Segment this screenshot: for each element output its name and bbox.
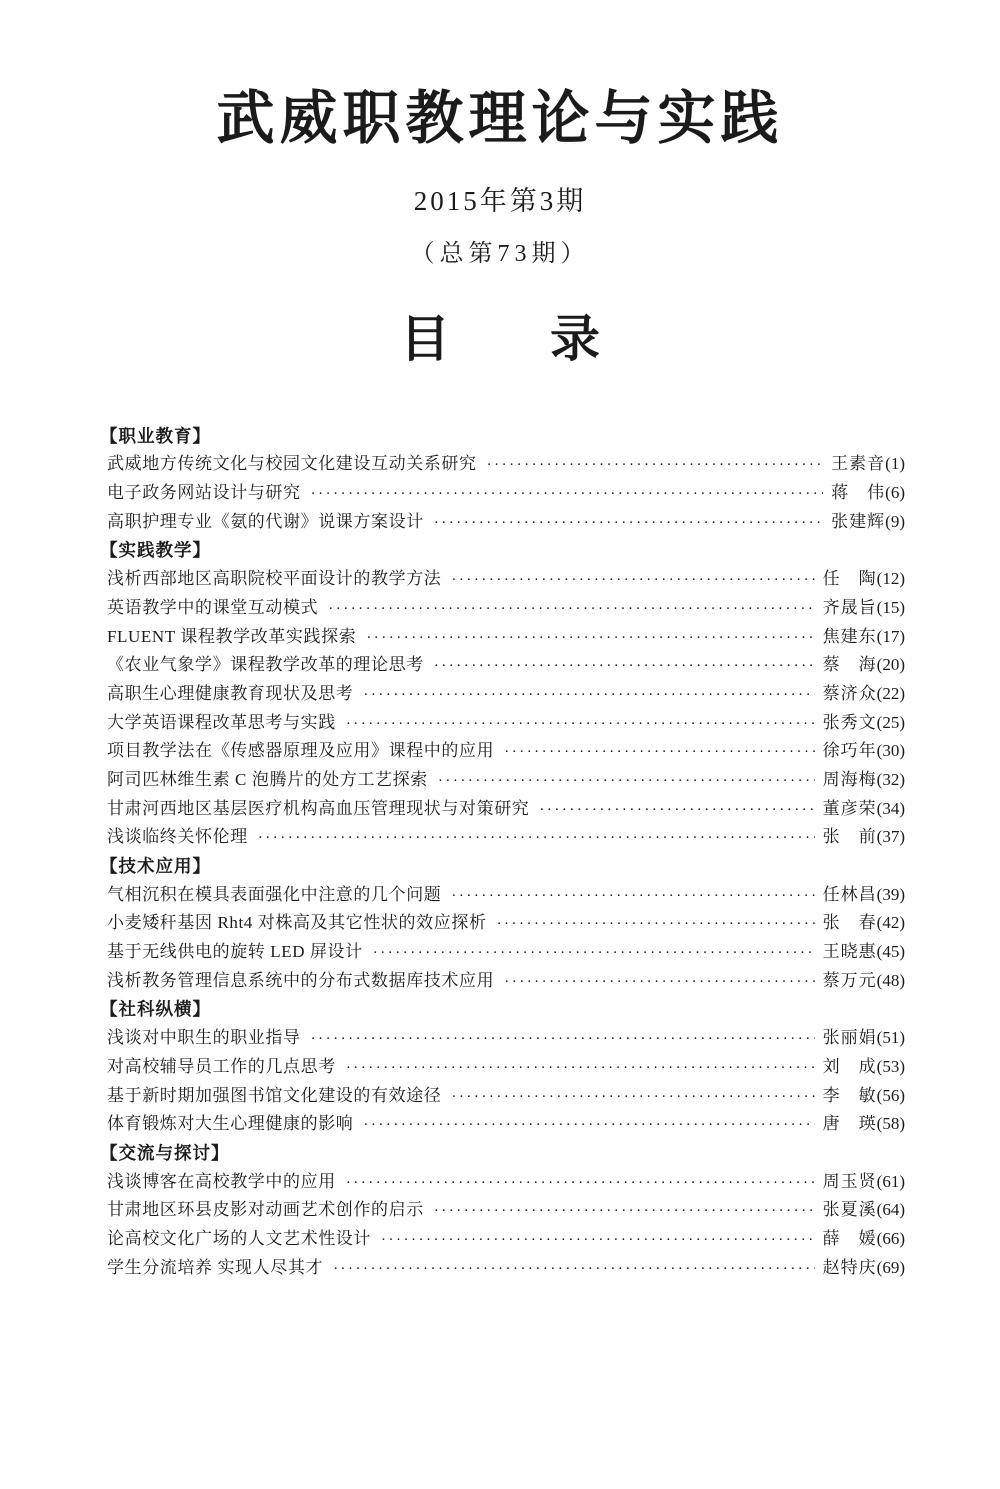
- article-page: (48): [876, 970, 905, 990]
- article-title: 大学英语课程改革思考与实践: [107, 712, 336, 732]
- toc-entry: [100, 1224, 905, 1253]
- article-author: 蔡万元: [822, 970, 877, 990]
- toc-entry: [100, 708, 905, 737]
- section-label: 【技术应用】: [100, 855, 211, 876]
- article-author: 蔡 海: [822, 655, 877, 675]
- dot-leader: [497, 913, 815, 933]
- article-author: 张丽娟: [822, 1028, 877, 1048]
- article-page: (56): [876, 1085, 905, 1105]
- dot-leader: [451, 569, 814, 589]
- dot-leader: [373, 942, 815, 962]
- dot-leader: [346, 1057, 815, 1077]
- dot-leader: [311, 1028, 815, 1048]
- article-title: 英语教学中的课堂互动模式: [107, 597, 319, 617]
- article-title: 浅谈博客在高校教学中的应用: [107, 1171, 336, 1191]
- article-page: (25): [876, 712, 905, 732]
- toc-entry: [100, 1195, 905, 1224]
- toc-entry: [100, 822, 905, 851]
- article-page: (20): [876, 655, 905, 675]
- toc-list: [100, 421, 905, 1282]
- dot-leader: [333, 1258, 815, 1278]
- toc-entry: [100, 1167, 905, 1196]
- dot-leader: [346, 713, 815, 733]
- article-page: (9): [885, 511, 905, 531]
- toc-entry: [100, 679, 905, 708]
- toc-entry: [100, 908, 905, 937]
- article-page: (30): [876, 741, 905, 761]
- article-title: 项目教学法在《传感器原理及应用》课程中的应用: [107, 741, 495, 761]
- article-author: 赵特庆: [822, 1257, 877, 1277]
- article-page: (45): [876, 942, 905, 962]
- dot-leader: [434, 655, 815, 675]
- article-title: 阿司匹林维生素 C 泡腾片的处方工艺探索: [107, 769, 428, 789]
- section-label: 【实践教学】: [100, 540, 211, 561]
- article-author: 张 春: [822, 913, 877, 933]
- article-title: 基于新时期加强图书馆文化建设的有效途径: [107, 1085, 442, 1105]
- article-title: 气相沉积在模具表面强化中注意的几个问题: [107, 884, 442, 904]
- article-author: 齐晟旨: [822, 597, 877, 617]
- dot-leader: [328, 598, 814, 618]
- toc-section: [100, 421, 905, 536]
- dot-leader: [311, 483, 824, 503]
- toc-entry: [100, 794, 905, 823]
- article-author: 王素音: [831, 454, 886, 474]
- article-title: 高职护理专业《氨的代谢》说课方案设计: [107, 511, 424, 531]
- dot-leader: [346, 1172, 815, 1192]
- toc-entry: [100, 765, 905, 794]
- article-author: 张建辉: [831, 511, 886, 531]
- article-page: (64): [876, 1200, 905, 1220]
- dot-leader: [539, 799, 814, 819]
- article-title: 论高校文化广场的人文艺术性设计: [107, 1228, 371, 1248]
- dot-leader: [504, 741, 814, 761]
- dot-leader: [434, 512, 823, 532]
- article-author: 蔡济众: [822, 683, 877, 703]
- dot-leader: [487, 454, 824, 474]
- article-author: 任林昌: [822, 884, 877, 904]
- article-page: (32): [876, 769, 905, 789]
- article-author: 张 前: [822, 827, 877, 847]
- article-page: (22): [876, 683, 905, 703]
- article-page: (58): [876, 1114, 905, 1134]
- article-title: 甘肃地区环县皮影对动画艺术创作的启示: [107, 1200, 424, 1220]
- volume-line: （总第73期）: [410, 240, 590, 267]
- article-author: 蒋 伟: [831, 483, 886, 503]
- section-label: 【交流与探讨】: [100, 1142, 230, 1163]
- toc-entry: [100, 449, 905, 478]
- article-title: 《农业气象学》课程教学改革的理论思考: [107, 655, 424, 675]
- article-title: 武威地方传统文化与校园文化建设互动关系研究: [107, 454, 477, 474]
- toc-section: [100, 994, 905, 1137]
- article-title: 高职生心理健康教育现状及思考: [107, 683, 354, 703]
- article-page: (61): [876, 1171, 905, 1191]
- article-page: (53): [876, 1056, 905, 1076]
- article-title: FLUENT 课程教学改革实践探索: [107, 626, 357, 646]
- article-page: (37): [876, 827, 905, 847]
- toc-entry: [100, 507, 905, 536]
- article-author: 周玉贤: [822, 1171, 877, 1191]
- section-label: 【社科纵横】: [100, 999, 211, 1020]
- issue-line: 2015年第3期: [413, 185, 587, 216]
- dot-leader: [381, 1229, 815, 1249]
- article-author: 张秀文: [822, 712, 877, 732]
- article-author: 薛 媛: [822, 1228, 877, 1248]
- article-page: (42): [876, 913, 905, 933]
- article-title: 学生分流培养 实现人尽其才: [107, 1257, 324, 1277]
- toc-entry: [100, 650, 905, 679]
- toc-entry: [100, 880, 905, 909]
- article-page: (1): [885, 454, 905, 474]
- dot-leader: [363, 1114, 814, 1134]
- article-page: (12): [876, 569, 905, 589]
- article-author: 焦建东: [822, 626, 877, 646]
- article-title: 对高校辅导员工作的几点思考: [107, 1056, 336, 1076]
- article-title: 浅谈临终关怀伦理: [107, 827, 248, 847]
- toc-entry: [100, 593, 905, 622]
- article-author: 任 陶: [822, 569, 877, 589]
- article-page: (51): [876, 1028, 905, 1048]
- article-page: (17): [876, 626, 905, 646]
- dot-leader: [451, 1086, 814, 1106]
- toc-entry: [100, 966, 905, 995]
- article-page: (69): [876, 1257, 905, 1277]
- toc-title: 目 录: [400, 310, 600, 367]
- article-title: 基于无线供电的旋转 LED 屏设计: [107, 942, 363, 962]
- toc-entry: [100, 622, 905, 651]
- toc-section: [100, 851, 905, 994]
- article-author: 董彦荣: [822, 798, 877, 818]
- toc-entry: [100, 478, 905, 507]
- journal-title: 武威职教理论与实践: [216, 86, 784, 151]
- toc-entry: [100, 564, 905, 593]
- dot-leader: [438, 770, 815, 790]
- article-author: 李 敏: [822, 1085, 877, 1105]
- article-title: 体育锻炼对大生心理健康的影响: [107, 1114, 354, 1134]
- article-author: 徐巧年: [822, 741, 877, 761]
- article-title: 电子政务网站设计与研究: [107, 483, 301, 503]
- article-page: (34): [876, 798, 905, 818]
- dot-leader: [451, 885, 814, 905]
- toc-entry: [100, 1253, 905, 1282]
- article-title: 浅谈对中职生的职业指导: [107, 1028, 301, 1048]
- article-title: 小麦矮秆基因 Rht4 对株高及其它性状的效应探析: [107, 913, 487, 933]
- article-author: 张夏溪: [822, 1200, 877, 1220]
- toc-entry: [100, 1023, 905, 1052]
- article-page: (39): [876, 884, 905, 904]
- article-author: 唐 瑛: [822, 1114, 877, 1134]
- toc-entry: [100, 1052, 905, 1081]
- article-page: (66): [876, 1228, 905, 1248]
- article-author: 王晓惠: [822, 942, 877, 962]
- article-title: 浅析教务管理信息系统中的分布式数据库技术应用: [107, 970, 495, 990]
- article-author: 刘 成: [822, 1056, 877, 1076]
- toc-section: [100, 535, 905, 851]
- dot-leader: [258, 827, 815, 847]
- article-title: 浅析西部地区高职院校平面设计的教学方法: [107, 569, 442, 589]
- section-label: 【职业教育】: [100, 425, 211, 446]
- toc-entry: [100, 736, 905, 765]
- dot-leader: [504, 971, 814, 991]
- dot-leader: [366, 627, 814, 647]
- article-author: 周海梅: [822, 769, 877, 789]
- article-title: 甘肃河西地区基层医疗机构高血压管理现状与对策研究: [107, 798, 530, 818]
- article-page: (15): [876, 597, 905, 617]
- dot-leader: [434, 1200, 815, 1220]
- toc-section: [100, 1138, 905, 1281]
- toc-entry: [100, 1081, 905, 1110]
- dot-leader: [363, 684, 814, 704]
- article-page: (6): [885, 483, 905, 503]
- toc-entry: [100, 1109, 905, 1138]
- toc-entry: [100, 937, 905, 966]
